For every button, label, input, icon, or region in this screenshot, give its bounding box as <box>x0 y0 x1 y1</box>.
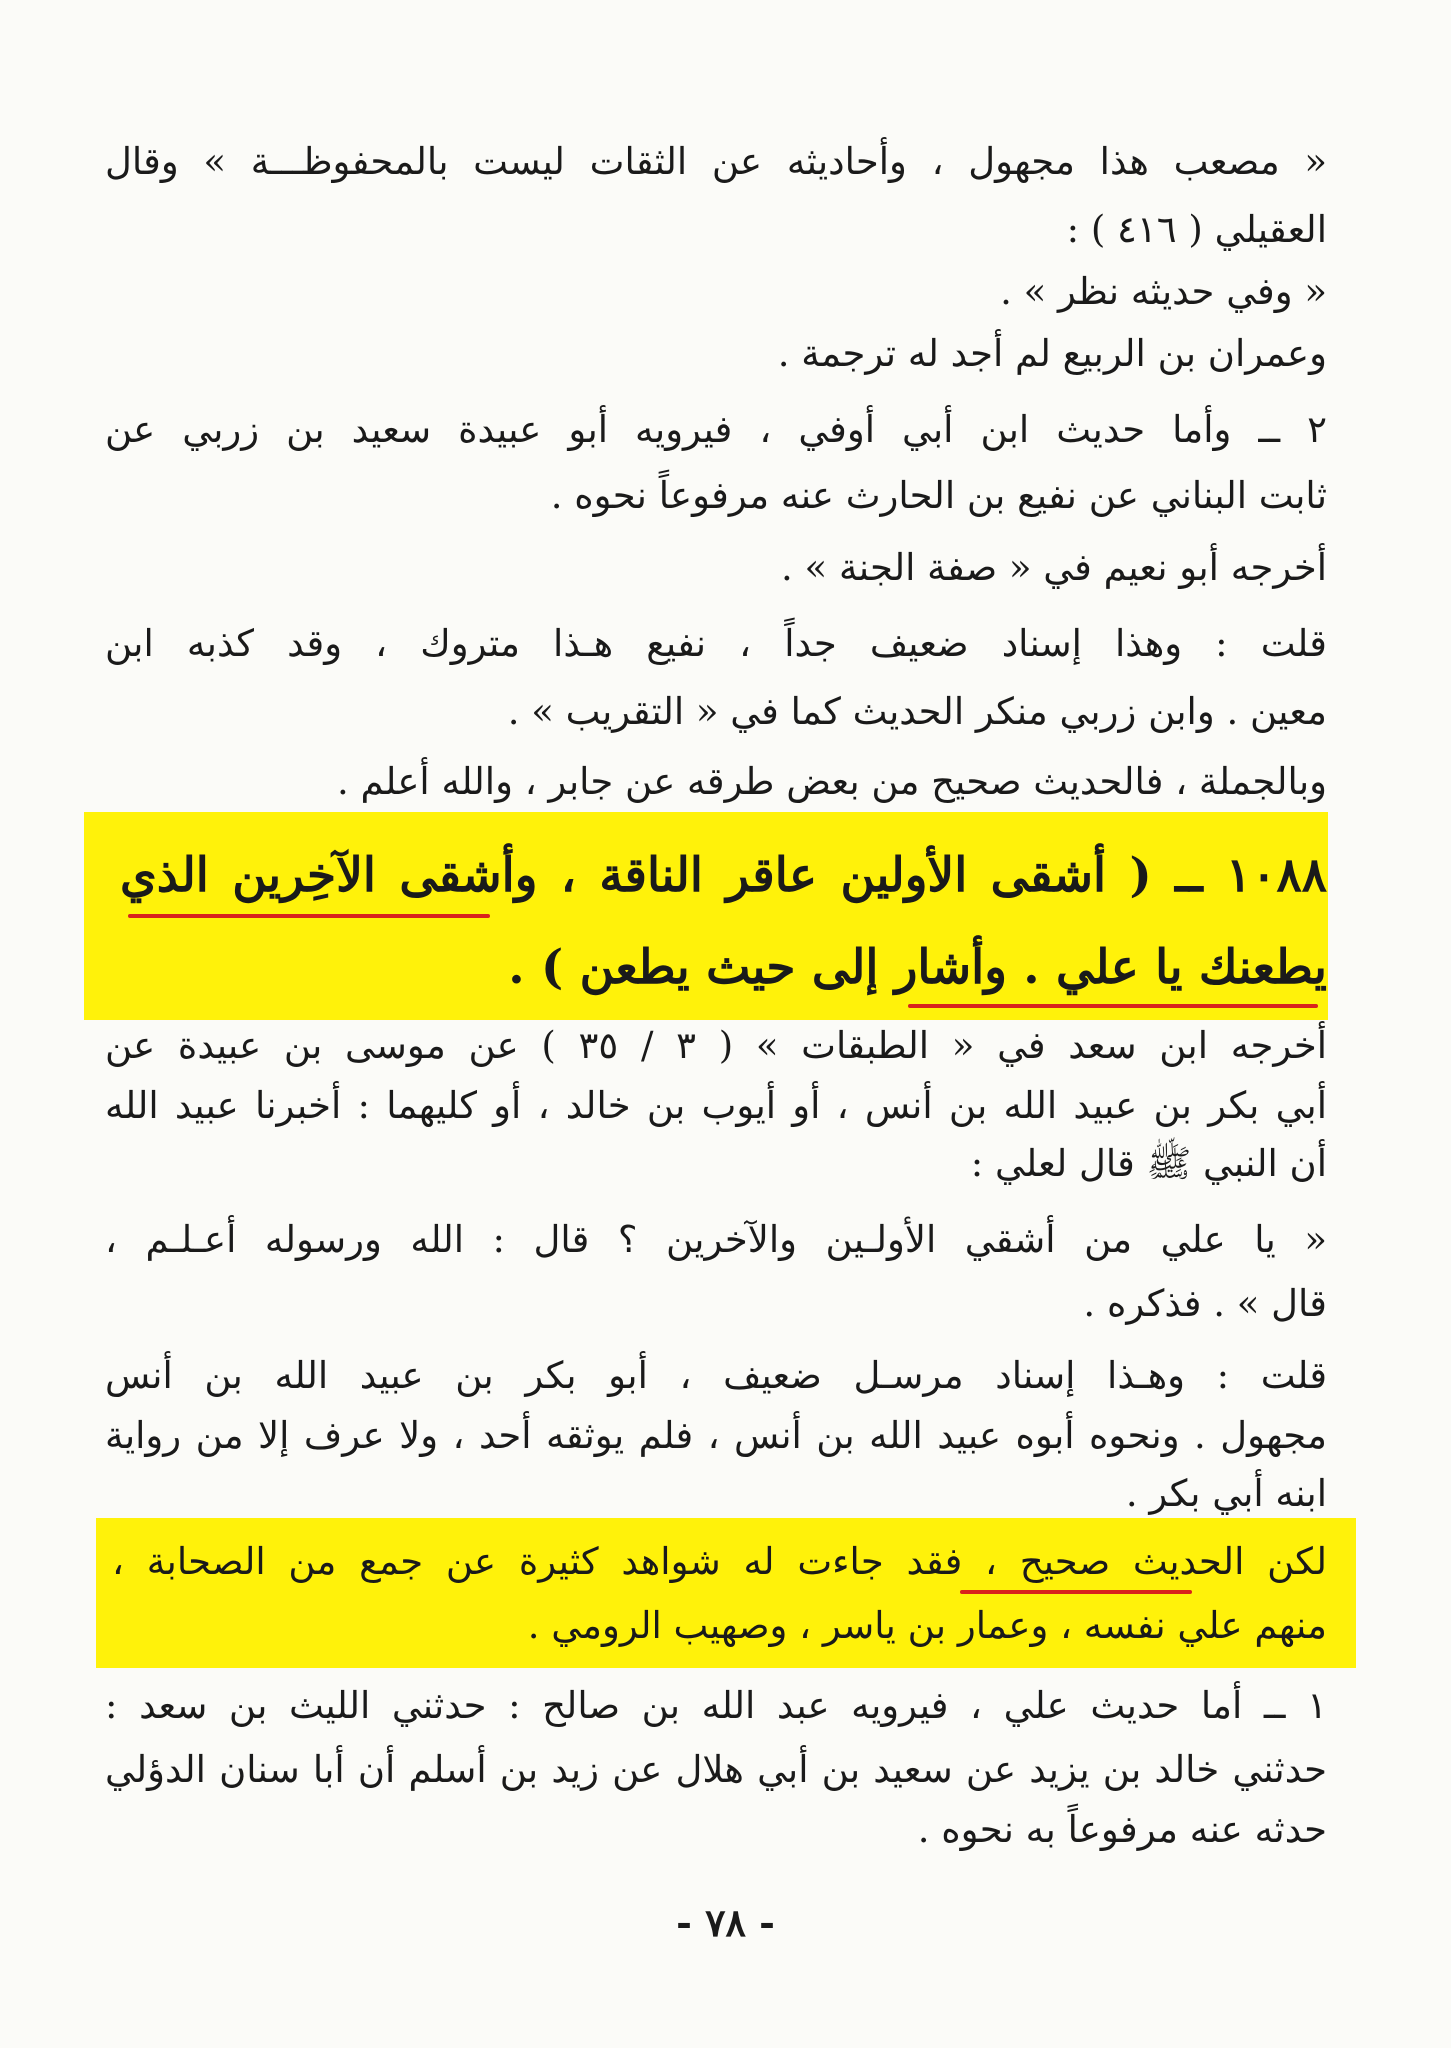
text-line: « وفي حديثه نظر » . <box>1000 270 1327 313</box>
text-line: قال » . فذكره . <box>1083 1282 1327 1325</box>
text-line: قلت : وهذا إسناد ضعيف جداً ، نفيع هـذا متروك ، وقد كذبه ابن <box>105 622 1327 665</box>
text-line: ٢ ــ وأما حديث ابن أبي أوفي ، فيرويه أبو عبيدة سعيد بن زربي عن <box>105 408 1327 451</box>
text-line: « يا علي من أشقي الأولـين والآخرين ؟ قال : الله ورسوله أعـلـم ، <box>105 1218 1327 1261</box>
text-line: مجهول . ونحوه أبوه عبيد الله بن أنس ، فلم يوثقه أحد ، ولا عرف إلا من رواية <box>105 1414 1327 1457</box>
note-line: منهم علي نفسه ، وعمار بن ياسر ، وصهيب الرومي . <box>527 1604 1327 1647</box>
text-line: أبي بكر بن عبيد الله بن أنس ، أو أيوب بن خالد ، أو كليهما : أخبرنا عبيد الله <box>105 1084 1327 1127</box>
text-line: ١ ــ أما حديث علي ، فيرويه عبد الله بن صالح : حدثني الليث بن سعد : <box>105 1684 1327 1727</box>
text-line: « مصعب هذا مجهول ، وأحاديثه عن الثقات ليست بالمحفوظـــة » وقال <box>105 140 1327 183</box>
text-line: وبالجملة ، فالحديث صحيح من بعض طرقه عن جابر ، والله أعلم . <box>336 760 1327 803</box>
page-number: - ٧٨ - <box>676 1900 775 1945</box>
red-underline <box>128 914 490 918</box>
text-line: حدثني خالد بن يزيد عن سعيد بن أبي هلال عن زيد بن أسلم أن أبا سنان الدؤلي <box>105 1748 1327 1791</box>
hadith-heading-line: يطعنك يا علي . وأشار إلى حيث يطعن ) . <box>508 940 1327 995</box>
text-line: أخرجه ابن سعد في « الطبقات » ( ٣ / ٣٥ ) عن موسى بن عبيدة عن <box>105 1024 1327 1067</box>
red-underline <box>908 1004 1318 1008</box>
hadith-heading-line: ١٠٨٨ ــ ( أشقى الأولين عاقر الناقة ، وأشقى الآخِرين الذي <box>120 848 1327 903</box>
text-line: قلت : وهـذا إسناد مرسـل ضعيف ، أبو بكر بن عبيد الله بن أنس <box>105 1354 1327 1397</box>
text-line: وعمران بن الربيع لم أجد له ترجمة . <box>777 332 1327 375</box>
text-line: معين . وابن زربي منكر الحديث كما في « التقريب » . <box>507 690 1327 733</box>
text-line: أخرجه أبو نعيم في « صفة الجنة » . <box>781 546 1327 589</box>
text-line: ابنه أبي بكر . <box>1125 1472 1327 1515</box>
text-line: أن النبي ﷺ قال لعلي : <box>970 1142 1327 1185</box>
note-line: لكن الحديث صحيح ، فقد جاءت له شواهد كثيرة عن جمع من الصحابة ، <box>112 1540 1327 1583</box>
text-line: ثابت البناني عن نفيع بن الحارث عنه مرفوعاً نحوه . <box>550 474 1327 517</box>
text-line: العقيلي ( ٤١٦ ) : <box>1066 208 1327 251</box>
text-line: حدثه عنه مرفوعاً به نحوه . <box>917 1808 1327 1851</box>
red-underline <box>960 1590 1192 1594</box>
